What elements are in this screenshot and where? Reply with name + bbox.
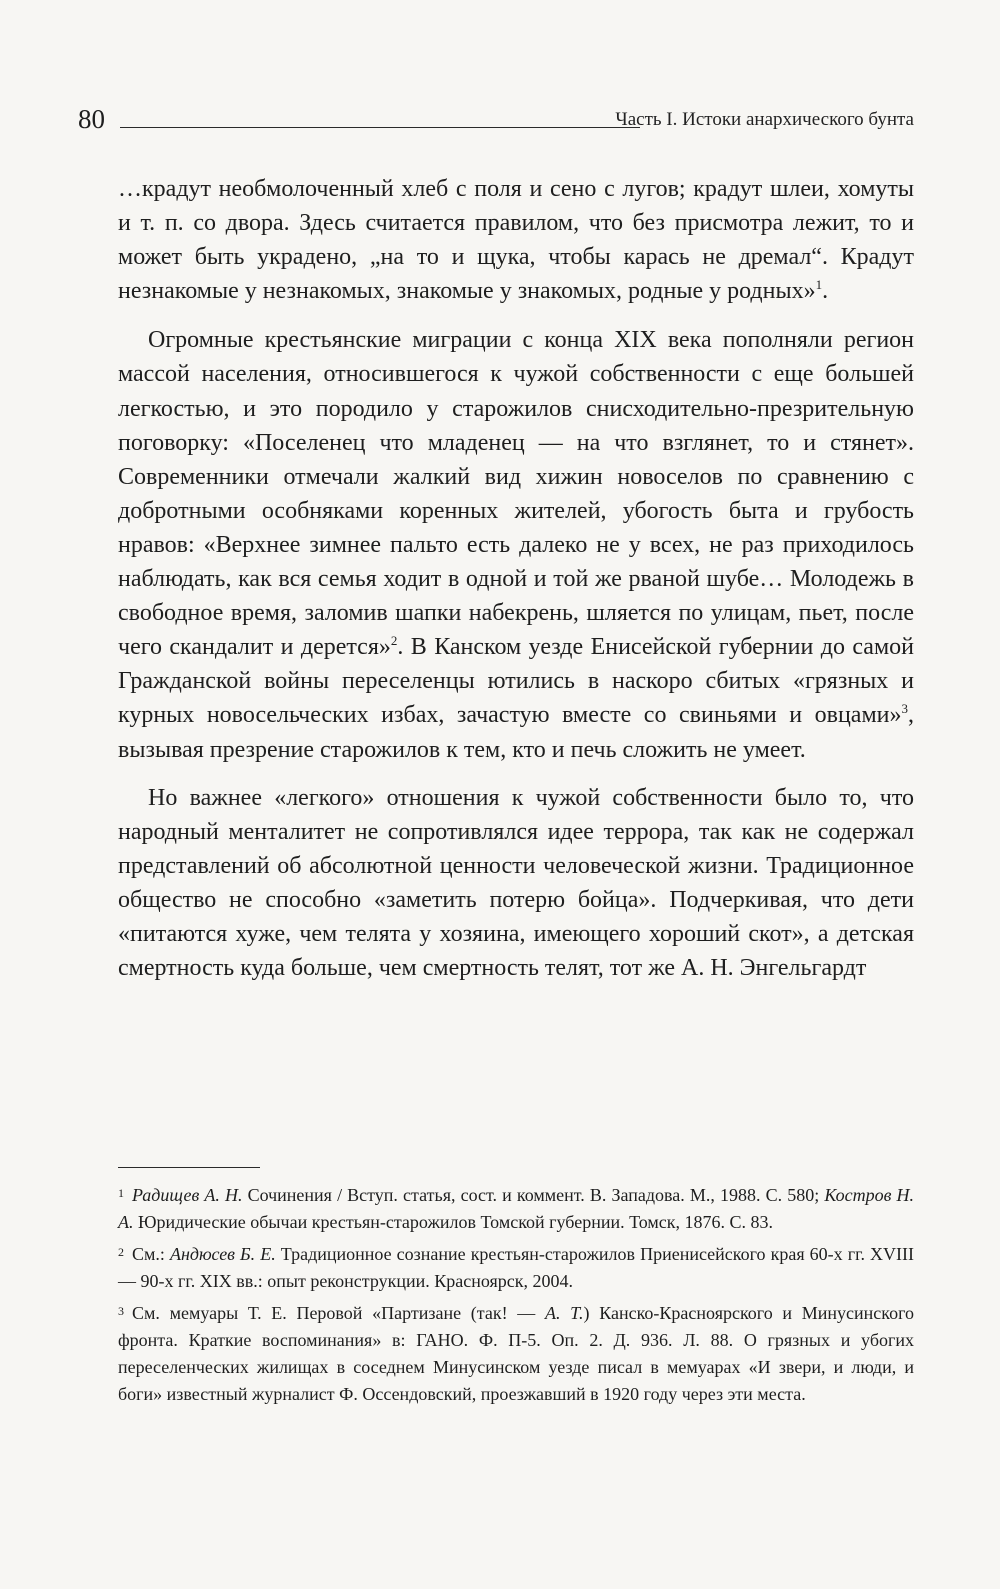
main-text bbox=[118, 172, 914, 999]
footnote-author: Радищев А. Н. bbox=[132, 1185, 243, 1205]
footnote-number: 2 bbox=[118, 1245, 124, 1259]
footnote-author: Андюсев Б. Е. bbox=[169, 1244, 276, 1264]
footnote-1 bbox=[118, 1182, 914, 1236]
footnote-ref[interactable]: 2 bbox=[390, 633, 398, 649]
footnote-text: См.: bbox=[132, 1244, 170, 1264]
footnote-text: Традиционное сознание крестьян-старожилов Приенисейского края 60-х гг. XVIII — 90-х гг. XIX вв.: опыт реконструкции. Красноярск, 2004. bbox=[118, 1244, 914, 1291]
footnote-author: Костров Н. А. bbox=[118, 1185, 915, 1232]
footnotes bbox=[118, 1182, 914, 1413]
footnote-number: 3 bbox=[118, 1304, 124, 1318]
header-rule bbox=[120, 127, 640, 128]
quote-paragraph bbox=[118, 172, 914, 308]
paragraph-text: . В Канском уезде Енисейской губернии до самой Гражданской войны переселенцы ютились в наскоро сбитых «грязных и курных новосельческих избах, зачастую вместе со свиньями и овцами» bbox=[118, 634, 914, 729]
footnote-text: Сочинения / Вступ. статья, сост. и коммент. В. Западова. М., 1988. С. 580; bbox=[242, 1185, 825, 1205]
footnote-ref[interactable]: 3 bbox=[901, 701, 908, 717]
footnote-number: 1 bbox=[118, 1186, 124, 1200]
page-number: 80 bbox=[78, 104, 105, 134]
footnote-text: См. мемуары Т. Е. Перовой «Партизане (так! — bbox=[132, 1303, 545, 1323]
footnote-2 bbox=[118, 1241, 914, 1295]
footnote-text: ) Канско-Красноярского и Минусинского фронта. Краткие воспоминания» в: ГАНО. Ф. П-5. Оп. 2. Д. 936. Л. 88. О грязных и убогих переселенческих жилищах в соседнем Минусинском уезде писал в мемуарах «И звери, и люди, и боги» известный журналист Ф. Оссендовский, проезжавший в 1920 году через эти места. bbox=[118, 1303, 915, 1404]
quote-tail: . bbox=[822, 278, 829, 305]
footnote-3 bbox=[118, 1300, 914, 1408]
footnote-ref[interactable]: 1 bbox=[815, 277, 823, 293]
footnote-text: Юридические обычаи крестьян-старожилов Томской губернии. Томск, 1876. С. 83. bbox=[133, 1212, 774, 1232]
paragraph-text: Огромные крестьянские миграции с конца XIX века пополняли регион массой населения, относившегося к чужой собственности с еще большей легкостью, и это породило у старожилов снисходительно-презрительную поговорку: «Поселенец что младенец — на что взглянет, то и стянет». Современники отмечали жалкий вид хижин новоселов по сравнению с добротными особняками коренных жителей, убогость быта и грубость нравов: «Верхнее зимнее пальто есть далеко не у всех, не раз приходилось наблюдать, как вся семья ходит в одной и той же рваной шубе… Молодежь в свободное время, заломив шапки набекрень, шляется по улицам, пьет, после чего скандалит и дерется» bbox=[118, 327, 914, 661]
quote-text: …крадут необмолоченный хлеб с поля и сено с лугов; крадут шлеи, хомуты и т. п. со двора. Здесь считается правилом, что без присмотра лежит, то и может быть украдено, „на то и щука, чтобы карась не дремал“. Крадут незнакомые у незнакомых, знакомые у знакомых, родные у родных» bbox=[118, 176, 914, 305]
paragraph-text: , вызывая презрение старожилов к тем, кто и печь сложить не умеет. bbox=[118, 702, 914, 763]
footnote-author: А. Т. bbox=[544, 1303, 584, 1323]
running-head bbox=[78, 104, 914, 136]
footnote-rule bbox=[118, 1167, 260, 1168]
paragraph-text: Но важнее «легкого» отношения к чужой собственности было то, что народный менталитет не сопротивлялся идее террора, так как не содержал представлений об абсолютной ценности человеческой жизни. Традиционное общество не способно «заметить потерю бойца». Подчеркивая, что дети «питаются хуже, чем телята у хозяина, имеющего хороший скот», а детская смертность куда больше, чем смертность телят, тот же А. Н. Энгельгардт bbox=[118, 784, 914, 982]
running-title: Часть I. Истоки анархического бунта bbox=[615, 109, 914, 130]
paragraph-migrations bbox=[118, 323, 914, 766]
paragraph-mentality bbox=[118, 781, 914, 986]
